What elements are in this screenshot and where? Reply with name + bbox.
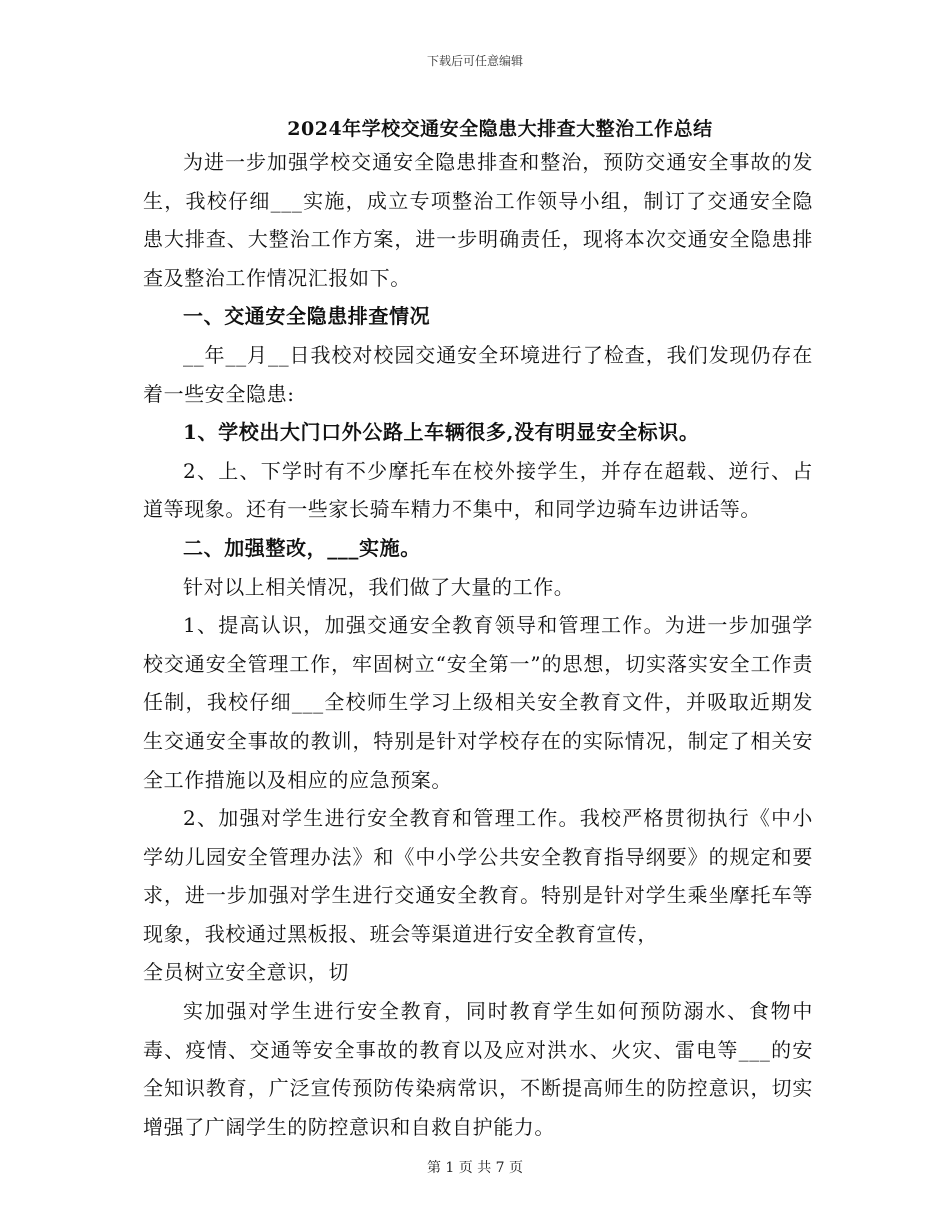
hazard-item-2: 2、上、下学时有不少摩托车在校外接学生，并存在超载、逆行、占道等现象。还有一些家长骑车精力不集中，和同学边骑车边讲话等。 [143, 458, 813, 522]
measure-item-1: 1、提高认识，加强交通安全教育领导和管理工作。为进一步加强学校交通安全管理工作，牢固树立“安全第一”的思想，切实落实安全工作责任制，我校仔细___全校师生学习上级相关安全教育文件，并吸取近期发生交通安全事故的教训，特别是针对学校存在的实际情况，制定了相关安全工作措施以及相应的应急预案。 [143, 613, 813, 792]
page-title: 2024年学校交通安全隐患大排查大整治工作总结 [287, 118, 713, 140]
document-body [143, 143, 813, 1146]
measure-item-2-continued: 全员树立安全意识，切 [143, 960, 349, 985]
page-number: 第 1 页 共 7 页 [426, 1160, 524, 1176]
section-heading-1: 一、交通安全隐患排查情况 [183, 304, 431, 329]
section-heading-2: 二、加强整改，___实施。 [183, 535, 421, 560]
hazard-item-1: 1、学校出大门口外公路上车辆很多,没有明显安全标识。 [183, 420, 700, 445]
paragraph-inspection: __年__月__日我校对校园交通安全环境进行了检查，我们发现仍存在着一些安全隐患: [143, 342, 813, 406]
paragraph-safety-education: 实加强对学生进行安全教育，同时教育学生如何预防溺水、食物中毒、疫情、交通等安全事故的教育以及应对洪水、火灾、雷电等___的安全知识教育，广泛宣传预防传染病常识，不断提高师生的防控意识，切实增强了广阔学生的防控意识和自救自护能力。 [143, 999, 813, 1139]
paragraph-response: 针对以上相关情况，我们做了大量的工作。 [183, 574, 575, 599]
paragraph-intro: 为进一步加强学校交通安全隐患排查和整治，预防交通安全事故的发生，我校仔细___实施，成立专项整治工作领导小组，制订了交通安全隐患大排查、大整治工作方案，进一步明确责任，现将本次交通安全隐患排查及整治工作情况汇报如下。 [143, 150, 813, 290]
measure-item-2: 2、加强对学生进行安全教育和管理工作。我校严格贯彻执行《中小学幼儿园安全管理办法》和《中小学公共安全教育指导纲要》的规定和要求，进一步加强对学生进行交通安全教育。特别是针对学生乘坐摩托车等现象，我校通过黑板报、班会等渠道进行安全教育宣传， [143, 806, 813, 946]
header-note: 下载后可任意编辑 [426, 54, 523, 68]
